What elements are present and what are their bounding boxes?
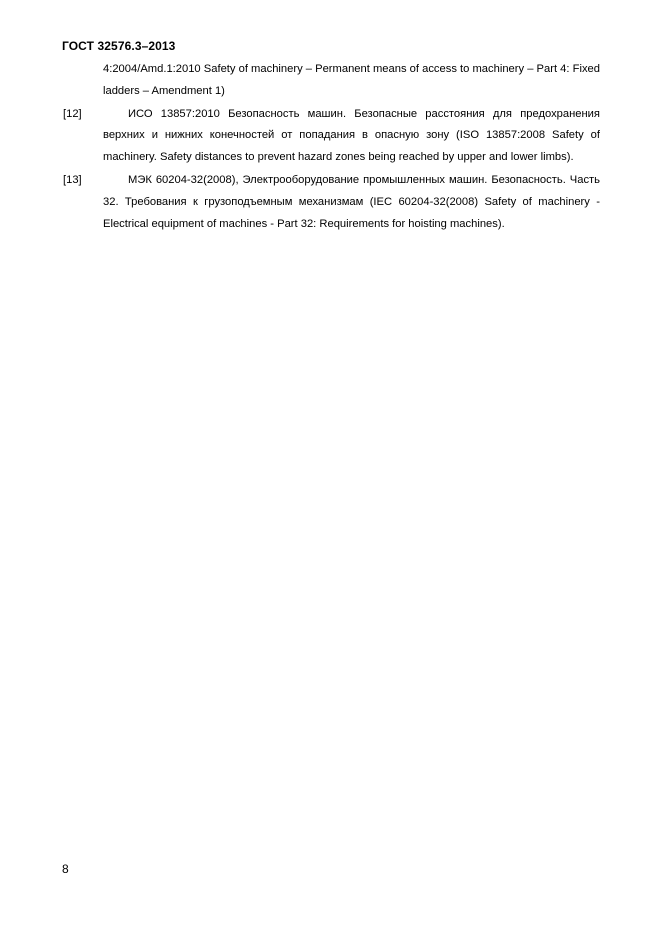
bibliography-entry-continued bbox=[83, 59, 600, 103]
bibliography-entry-text: 4:2004/Amd.1:2010 Safety of machinery – Permanent means of access to machinery – Part 4: Fixed ladders – Amendment 1) bbox=[103, 63, 600, 97]
bibliography-entry-number: [12] bbox=[63, 107, 82, 120]
bibliography-entry-text: МЭК 60204-32(2008), Электрооборудование промышленных машин. Безопасность. Часть 32. Требования к грузоподъемным механизмам (IEC 60204-32(2008) Safety of machinery - Electrical equipment of machines - Part 32: Requirements for hoisting machines). bbox=[103, 173, 600, 230]
bibliography-list bbox=[63, 59, 600, 236]
page-number: 8 bbox=[62, 862, 69, 876]
bibliography-entry-13 bbox=[63, 170, 600, 235]
bibliography-entry-number: [13] bbox=[63, 173, 82, 186]
bibliography-entry-12 bbox=[63, 104, 600, 169]
bibliography-entry-text: ИСО 13857:2010 Безопасность машин. Безопасные расстояния для предохранения верхних и нижних конечностей от попадания в опасную зону (ISO 13857:2008 Safety of machinery. Safety distances to prevent hazard zones being reached by upper and lower limbs). bbox=[103, 107, 600, 164]
document-header: ГОСТ 32576.3–2013 bbox=[62, 39, 176, 53]
